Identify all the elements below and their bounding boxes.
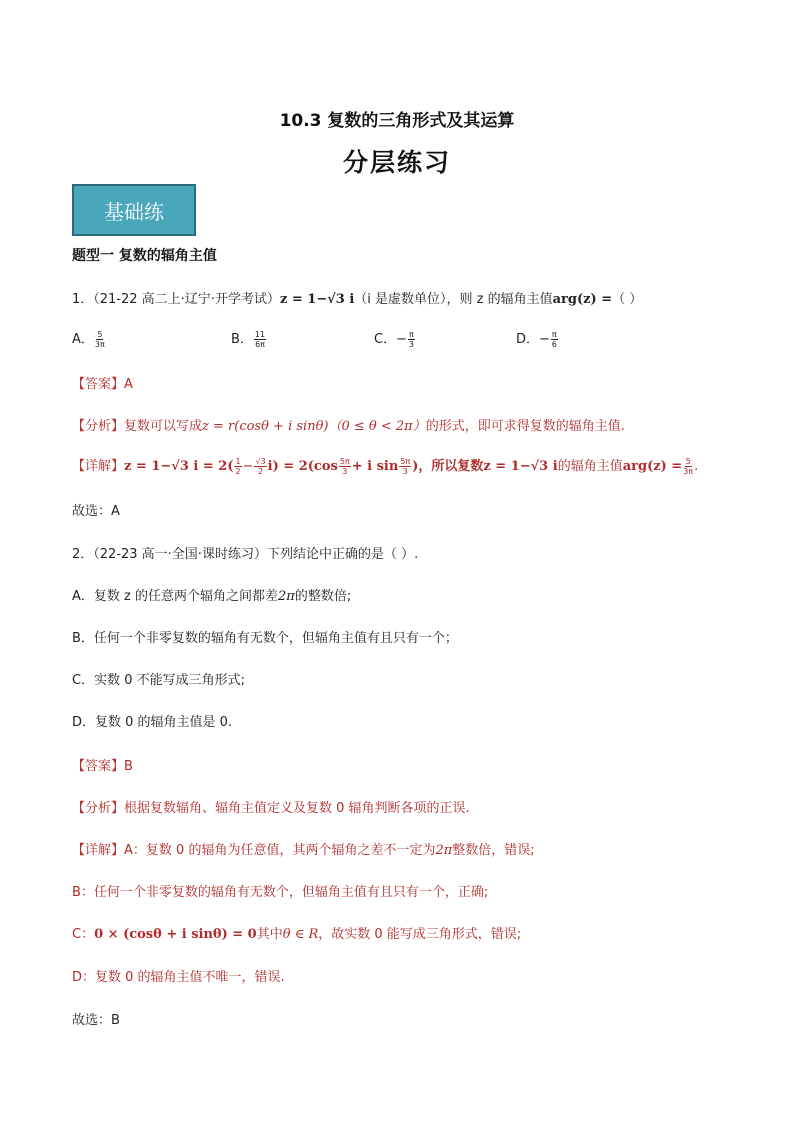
q2-detail-c-expr2: θ ∈ R [282,927,319,942]
q2-analysis [72,797,470,816]
q1-option-a [72,328,106,349]
q2-detail-c [72,923,521,942]
q2-option-a-pre: A．复数 z 的任意两个辐角之间都差 [72,589,278,604]
q2-analysis-tag: 【分析】 [72,801,125,816]
q2-answer-tag: 【答案】 [72,759,125,774]
q1-option-c-den: 3 [408,340,414,349]
q1-answer-value: A [124,377,133,392]
q2-detail-a-pre: A：复数 0 的辐角为任意值，其两个辐角之差不一定为 [124,843,436,858]
q1-detail-f2-den: 2 [258,467,264,476]
q1-choose: 故选：A [72,504,120,519]
q2-detail-c-mid: 其中 [256,927,283,942]
q1-analysis [72,415,625,434]
q1-analysis-expr: z = r(cosθ + i sinθ)（0 ≤ θ < 2π） [202,419,426,434]
q1-detail-end: . [694,459,699,474]
q1-option-b [231,328,267,349]
q1-option-a-letter: A． [72,332,94,347]
q1-detail-f5-den: 3π [683,467,694,476]
q2-analysis-text: 根据复数辐角、辐角主值定义及复数 0 辐角判断各项的正误. [124,801,470,816]
q1-option-b-den: 6π [255,340,265,349]
page-title: 10.3 复数的三角形式及其运算 [279,111,515,131]
q2-detail-a-post: 整数倍，错误; [452,843,535,858]
q1-detail-expr3: + i sin [351,459,399,474]
q2-detail-tag: 【详解】 [72,843,125,858]
q1-stem-prefix: 1．（21-22 高二上·辽宁·开学考试） [72,292,280,307]
q2-detail-a-expr: 2π [435,843,453,858]
q2-detail-d: D：复数 0 的辐角主值不唯一，错误. [72,970,285,985]
q1-option-d-letter: D．− [516,332,550,347]
q2-option-c: C．实数 0 不能写成三角形式; [72,673,245,688]
q1-detail [72,455,698,476]
q2-choose: 故选：B [72,1013,120,1028]
q1-answer [72,373,133,392]
q2-answer-value: B [124,759,133,774]
q2-option-d: D．复数 0 的辐角主值是 0. [72,715,233,730]
q1-option-d-num: π [551,330,557,339]
q1-detail-f5-num: 5 [685,457,691,466]
q1-detail-expr7: arg(z) = [622,459,683,474]
q1-option-b-num: 11 [254,330,266,339]
q1-detail-f3-num: 5π [339,457,350,466]
q1-option-a-den: 3π [94,340,105,349]
q1-stem [72,288,642,307]
q1-analysis-tag: 【分析】 [72,419,125,434]
q1-option-c-letter: C．− [374,332,407,347]
q1-detail-expr1: z = 1−√3 i = 2( [124,459,234,474]
q1-stem-arg: arg(z) = [552,292,613,307]
q1-detail-expr5: z = 1−√3 i [483,459,558,474]
q1-analysis-pre: 复数可以写成 [124,419,203,434]
q1-detail-f4-den: 3 [402,467,408,476]
q1-option-d-den: 6 [551,340,557,349]
q1-detail-tag: 【详解】 [72,459,125,474]
q1-detail-expr6: 的辐角主值 [557,459,623,474]
q1-detail-f2-num: √3 [255,457,266,466]
q2-option-a-expr: 2π [277,589,295,604]
level-badge: 基础练 [72,184,196,236]
page-subtitle: 分层练习 [342,148,451,177]
q2-detail-a [72,839,535,858]
q2-detail-c-expr: 0 × (cosθ + i sinθ) = 0 [94,927,257,942]
q1-stem-expr: z = 1−√3 i [279,292,355,307]
q1-option-b-letter: B． [231,332,253,347]
q1-option-d [516,328,559,349]
q2-detail-c-pre: C： [72,927,95,942]
q1-stem-suffix: （i 是虚数单位），则 z 的辐角主值 [354,292,553,307]
q2-stem: 2．（22-23 高一·全国·课时练习）下列结论中正确的是（ ）. [72,547,419,562]
q1-detail-f4-num: 5π [400,457,411,466]
q1-detail-f1-num: 1 [235,457,241,466]
q1-option-c-num: π [408,330,414,339]
q2-option-a-post: 的整数倍; [294,589,352,604]
q2-detail-c-post: ，故实数 0 能写成三角形式，错误; [318,927,522,942]
q2-detail-b: B：任何一个非零复数的辐角有无数个，但辐角主值有且只有一个，正确; [72,885,489,900]
q1-analysis-post: 的形式，即可求得复数的辐角主值. [425,419,625,434]
q1-detail-expr4: )，所以复数 [412,459,484,474]
q1-detail-minus: − [242,459,254,474]
section-heading: 题型一 复数的辐角主值 [72,248,217,264]
q2-option-b: B．任何一个非零复数的辐角有无数个，但辐角主值有且只有一个； [72,631,458,646]
q1-stem-blank: （ ） [612,292,643,307]
q1-detail-f3-den: 3 [342,467,348,476]
q2-option-a [72,585,351,604]
q1-detail-f1-den: 2 [235,467,241,476]
q1-option-a-num: 5 [97,330,103,339]
q1-answer-tag: 【答案】 [72,377,125,392]
q1-detail-expr2: i) = 2(cos [267,459,338,474]
q1-option-c [374,328,416,349]
q2-answer [72,755,133,774]
